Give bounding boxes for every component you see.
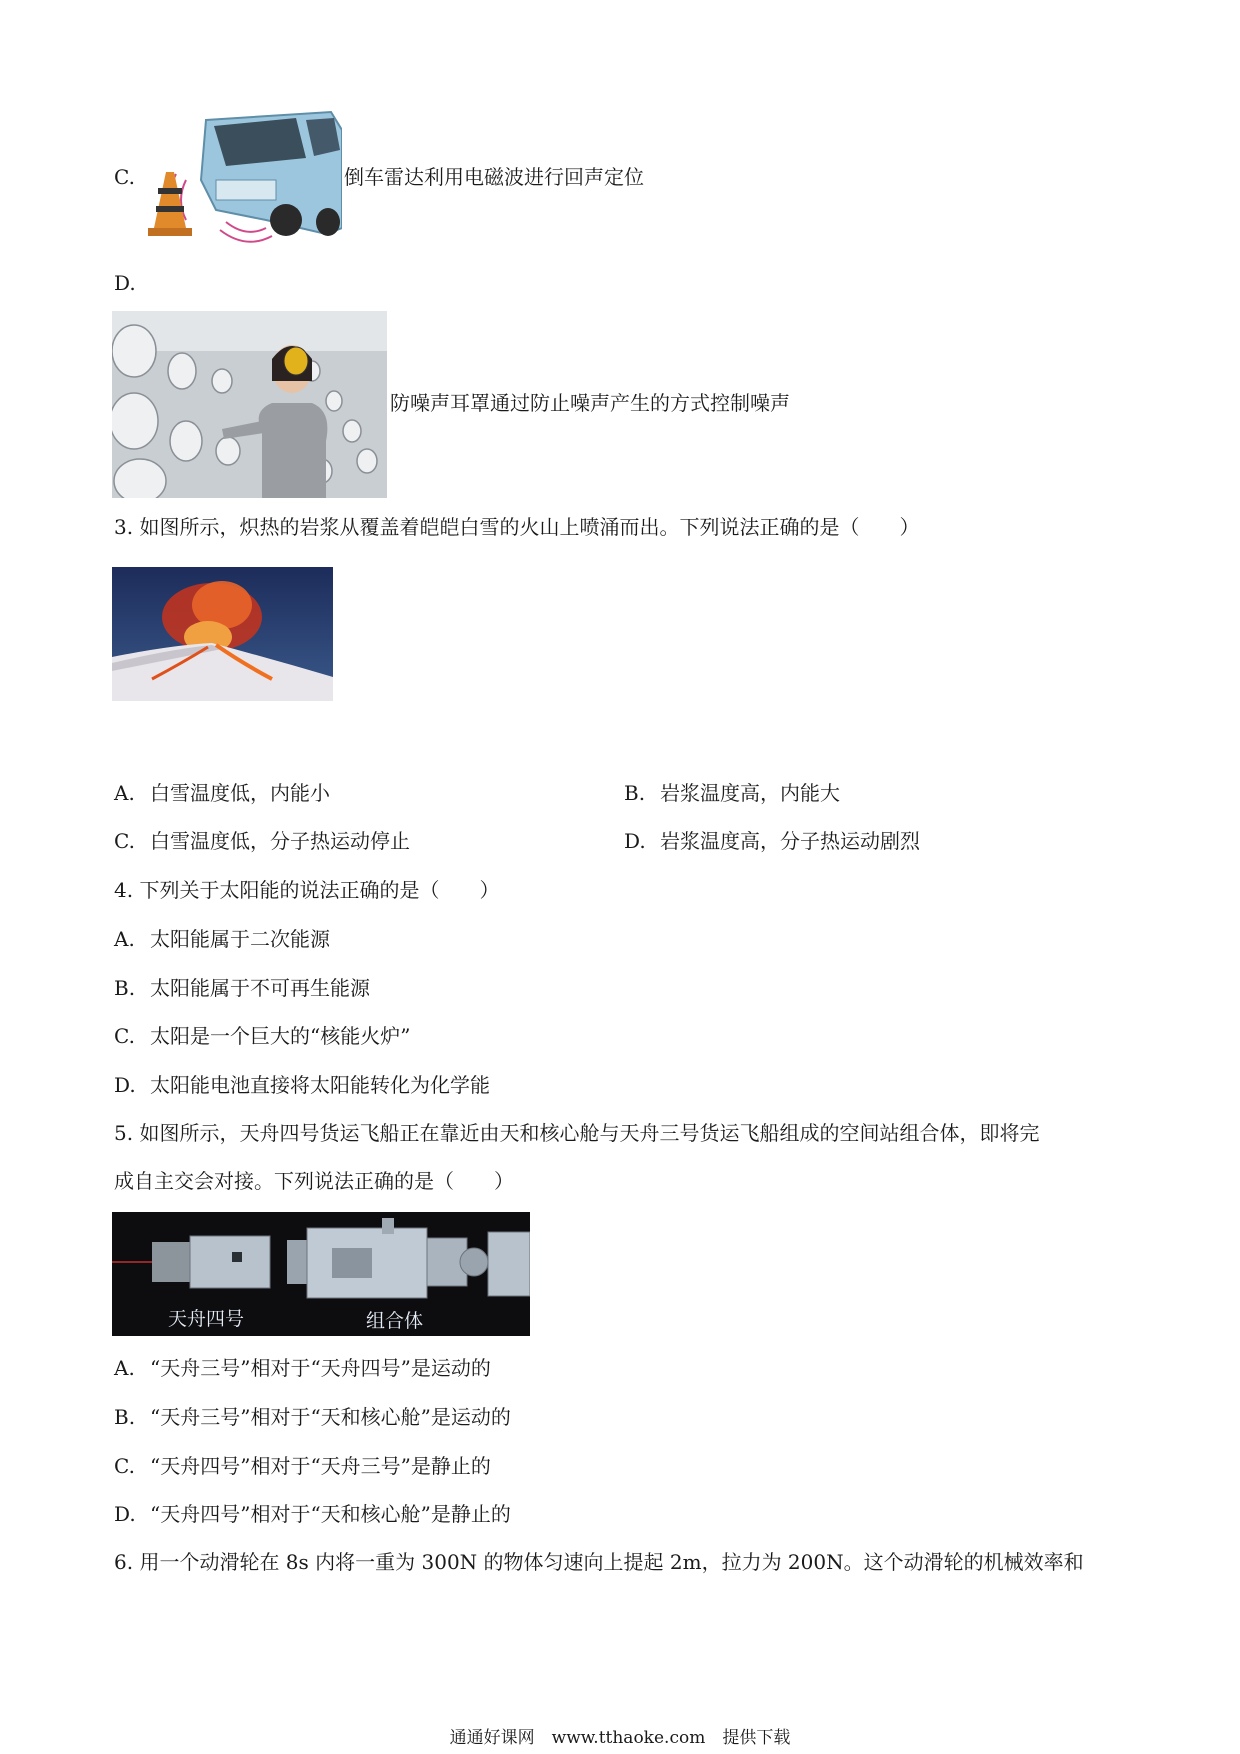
option-text: “天舟三号”相对于“天舟四号”是运动的 [150,1356,491,1380]
option-text: 太阳能电池直接将太阳能转化为化学能 [150,1073,490,1097]
option-text: “天舟四号”相对于“天和核心舱”是静止的 [150,1502,511,1526]
option-letter: C. [114,1454,135,1478]
option-letter: B. [624,781,646,805]
option-text: 岩浆温度高，内能大 [660,781,840,805]
option-letter: D. [624,829,646,853]
q3-option-d [624,827,920,855]
q3-stem: 3. 如图所示，炽热的岩浆从覆盖着皑皑白雪的火山上喷涌而出。下列说法正确的是（ ） [114,515,920,539]
q4-stem: 4. 下列关于太阳能的说法正确的是（ ） [114,878,500,902]
reversing-car-image [146,110,342,244]
option-text: 白雪温度低，内能小 [150,781,330,805]
volcano-image [112,567,333,701]
q5-option-a [114,1354,491,1382]
q4-option-c [114,1022,410,1050]
q4-option-b [114,974,370,1002]
option-letter: C. [114,1024,135,1048]
tianzhou-4-label: 天舟四号 [168,1308,245,1330]
option-letter: B. [114,976,136,1000]
option-letter: A. [114,1356,135,1380]
option-text: 岩浆温度高，分子热运动剧烈 [660,829,920,853]
option-d-letter: D. [114,271,136,295]
option-letter: A. [114,781,135,805]
option-text: 白雪温度低，分子热运动停止 [150,829,410,853]
q3-option-a [114,779,330,807]
earmuff-worker-image [112,311,387,498]
q5-stem-line2: 成自主交会对接。下列说法正确的是（ ） [114,1169,514,1193]
option-letter: D. [114,1073,136,1097]
option-d-text: 防噪声耳罩通过防止噪声产生的方式控制噪声 [390,391,790,415]
option-text: 太阳是一个巨大的“核能火炉” [150,1024,411,1048]
option-text: 太阳能属于二次能源 [150,927,330,951]
option-letter: A. [114,927,135,951]
space-station-image [112,1212,530,1336]
option-text: 太阳能属于不可再生能源 [150,976,370,1000]
option-letter: D. [114,1502,136,1526]
q3-option-c [114,827,410,855]
q5-option-d [114,1500,511,1528]
q5-option-b [114,1403,511,1431]
option-letter: C. [114,829,135,853]
q5-option-c [114,1452,491,1480]
page-footer: 通通好课网 www.tthaoke.com 提供下载 [449,1728,791,1748]
q4-option-d [114,1071,490,1099]
option-c-text: 倒车雷达利用电磁波进行回声定位 [344,165,644,189]
option-text: “天舟三号”相对于“天和核心舱”是运动的 [150,1405,511,1429]
q4-option-a [114,925,330,953]
q3-option-b [624,779,840,807]
combination-label: 组合体 [366,1310,424,1332]
q5-stem-line1: 5. 如图所示，天舟四号货运飞船正在靠近由天和核心舱与天舟三号货运飞船组成的空间站组合体，即将完 [114,1121,1040,1145]
option-letter: B. [114,1405,136,1429]
option-c-letter: C. [114,165,135,189]
q6-stem: 6. 用一个动滑轮在 8s 内将一重为 300N 的物体匀速向上提起 2m，拉力为 200N。这个动滑轮的机械效率和 [114,1550,1084,1574]
option-text: “天舟四号”相对于“天舟三号”是静止的 [150,1454,491,1478]
